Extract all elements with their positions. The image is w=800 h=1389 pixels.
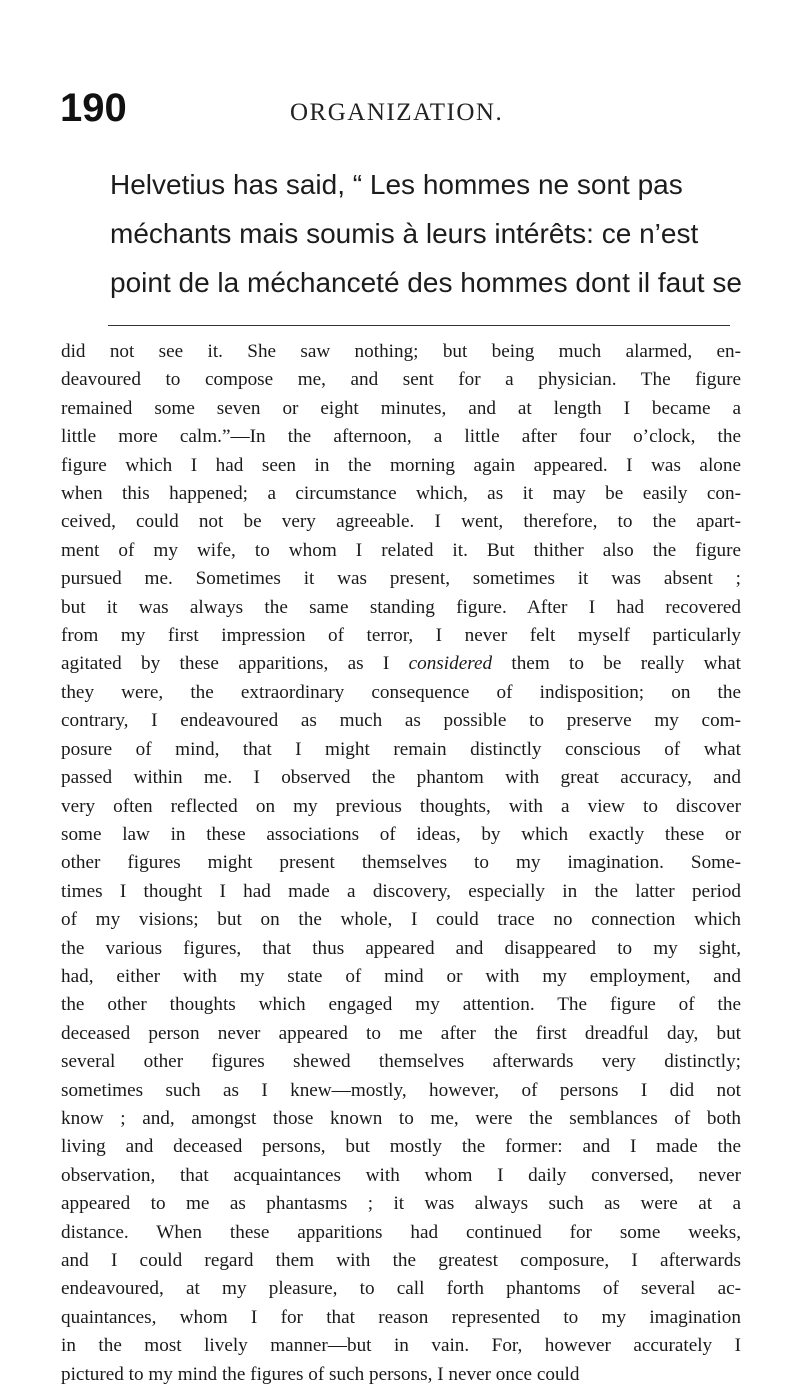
page-header [0,78,800,138]
footnote-line: quaintances, whom I for that reason represented to my imagination [61,1306,741,1328]
main-text [110,160,742,307]
footnote-line: several other figures shewed themselves afterwards very distinctly; [61,1051,741,1073]
footnote-line: deceased person never appeared to me after the first dreadful day, but [61,1022,741,1044]
footnote-line-tail: them to be really what [492,653,741,675]
main-text-line: Helvetius has said, “ Les hommes ne sont pas [110,169,683,200]
footnote-line: remained some seven or eight minutes, and at length I became a [61,397,741,419]
footnote-line: from my first impression of terror, I never felt myself particularly [61,625,741,647]
footnote-line: of my visions; but on the whole, I could trace no connection which [61,909,741,931]
footnote-line: very often reflected on my previous thoughts, with a view to discover [61,795,741,817]
footnote-line: endeavoured, at my pleasure, to call forth phantoms of several ac- [61,1278,741,1300]
footnote-line: posure of mind, that I might remain distinctly conscious of what [61,738,741,760]
footnote-line: observation, that acquaintances with whom I daily conversed, never [61,1164,741,1186]
footnote-line: little more calm.”—In the afternoon, a little after four o’clock, the [61,426,741,448]
running-head: ORGANIZATION. [290,99,504,126]
footnote-divider [108,325,730,326]
italic-word: considered [408,653,493,675]
footnote-line: did not see it. She saw nothing; but being much alarmed, en- [61,341,741,362]
footnote-line: the other thoughts which engaged my attention. The figure of the [61,994,741,1016]
footnote-line: and I could regard them with the greatest composure, I afterwards [61,1250,741,1271]
page-number: 190 [60,86,127,130]
footnote-line: some law in these associations of ideas, by which exactly these or [61,823,741,845]
footnote-line: other figures might present themselves to my imagination. Some- [61,852,741,874]
footnote-line: had, either with my state of mind or with my employment, and [61,965,741,987]
main-text-line: méchants mais soumis à leurs intérêts: ce n’est [110,218,699,249]
footnote-line: in the most lively manner—but in vain. For, however accurately I [61,1335,741,1357]
footnote-line-with-italic [61,650,741,678]
footnote-line: ceived, could not be very agreeable. I went, therefore, to the apart- [61,511,741,533]
footnote-line: figure which I had seen in the morning again appeared. I was alone [61,454,741,476]
footnote-line: pictured to my mind the figures of such persons, I never once could [61,1363,580,1385]
footnote-line: contrary, I endeavoured as much as possible to preserve my com- [61,710,741,732]
footnote-line: but it was always the same standing figure. After I had recovered [61,596,741,618]
footnote-line: passed within me. I observed the phantom with great accuracy, and [61,767,741,789]
footnote-line-head: agitated by these apparitions, as I [61,653,409,675]
footnote [61,338,741,1389]
footnote-line: appeared to me as phantasms ; it was always such as were at a [61,1193,741,1215]
footnote-line: pursued me. Sometimes it was present, sometimes it was absent ; [61,568,741,590]
footnote-line: distance. When these apparitions had continued for some weeks, [61,1221,741,1243]
footnote-line: living and deceased persons, but mostly the former: and I made the [61,1136,741,1158]
footnote-line: know ; and, amongst those known to me, were the semblances of both [61,1107,741,1129]
main-text-line: point de la méchanceté des hommes dont il faut se [110,267,742,298]
footnote-line: when this happened; a circumstance which, as it may be easily con- [61,483,741,505]
footnote-line: times I thought I had made a discovery, especially in the latter period [61,880,741,902]
footnote-line: the various figures, that thus appeared and disappeared to my sight, [61,937,741,959]
footnote-line: ment of my wife, to whom I related it. But thither also the figure [61,539,741,561]
footnote-line: sometimes such as I knew—mostly, however, of persons I did not [61,1079,741,1101]
footnote-line: they were, the extraordinary consequence of indisposition; on the [61,681,741,703]
footnote-line: deavoured to compose me, and sent for a physician. The figure [61,369,741,391]
